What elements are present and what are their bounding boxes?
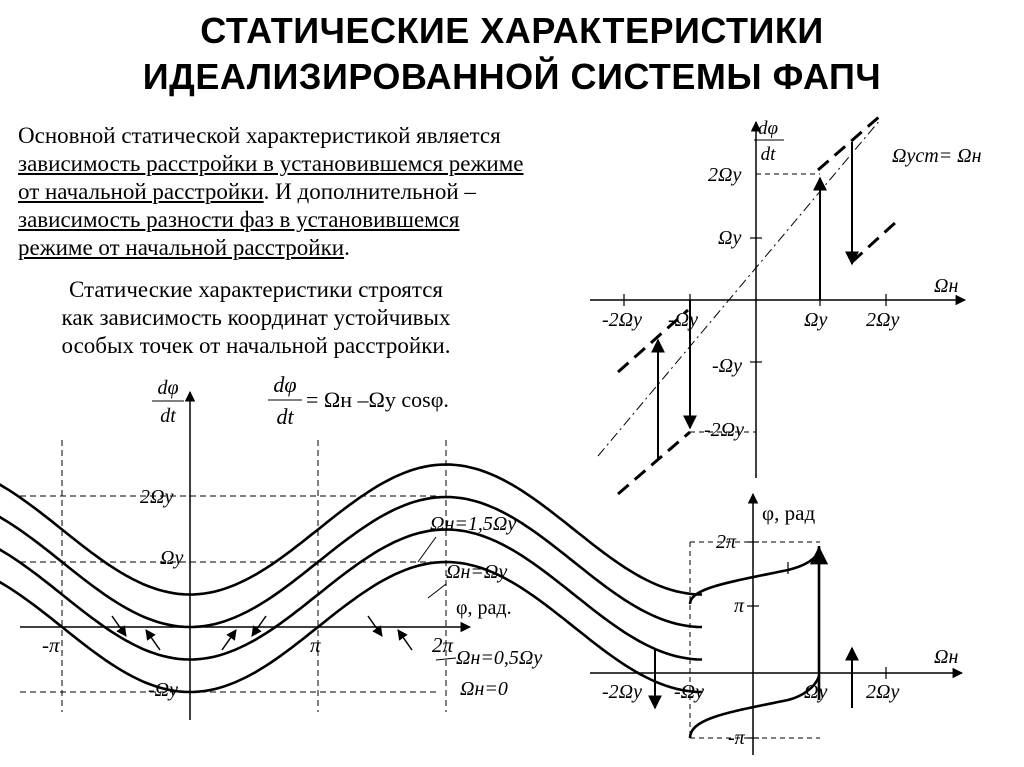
pd-curve-lower — [690, 676, 819, 738]
pd-ytick-pi: π — [734, 595, 745, 617]
intro-line-1: Основной статической характеристикой является — [18, 123, 501, 148]
pd-ticks — [747, 542, 886, 738]
phase-xtick-pi: π — [310, 633, 321, 657]
dir-arrow-6 — [398, 630, 412, 650]
eq-num: dφ — [273, 372, 297, 397]
leader-curve-1-5 — [418, 537, 436, 562]
detuning-dashed-segments — [618, 116, 896, 494]
leader-curve-0-5 — [436, 658, 456, 660]
seg-lower-left — [618, 432, 690, 494]
phase-plot-guides — [20, 440, 446, 712]
pd-guides — [690, 542, 820, 738]
dir-arrow-3 — [222, 630, 236, 650]
eq-den: dt — [276, 404, 294, 429]
detuning-x-label: Ωн — [934, 275, 959, 297]
eq-rhs: = Ωн –Ωу cosφ. — [306, 387, 449, 412]
pd-curve-upper — [690, 546, 819, 604]
pd-ytick-mpi: -π — [728, 727, 745, 749]
det-ytick-m2w: -2Ωу — [704, 419, 744, 441]
leader-curve-1-0 — [428, 584, 446, 598]
label-curve-1-0: Ωн=Ωу — [446, 561, 508, 583]
phase-detuning-plot — [590, 494, 962, 755]
dir-arrow-4 — [252, 616, 266, 636]
phase-ytick-1w: Ωу — [160, 547, 184, 569]
title-line-2: ИДЕАЛИЗИРОВАННОЙ СИСТЕМЫ ФАПЧ — [142, 56, 882, 97]
detuning-guides — [690, 174, 820, 432]
detuning-y-num: dφ — [757, 118, 779, 139]
intro-line-3-rest: . И дополнительной – — [263, 179, 476, 204]
intro-line-3-underlined: от начальной расстройки — [18, 179, 264, 204]
label-curve-0-5: Ωн=0,5Ωу — [456, 647, 543, 669]
det-xtick-1w: Ωу — [804, 309, 828, 331]
phase-xtick-2pi: 2π — [432, 633, 454, 657]
detuning-y-den: dt — [760, 144, 776, 165]
phase-y-den: dt — [160, 405, 176, 427]
intro-line-4: зависимость разности фаз в установившемся — [18, 207, 460, 232]
intro-line-5-underlined: режиме от начальной расстройки — [18, 235, 345, 260]
pd-y-label: φ, рад — [762, 501, 816, 525]
intro-line-2: зависимость расстройки в установившемся режиме — [18, 151, 524, 176]
pd-xtick-m2w: -2Ωу — [602, 681, 642, 703]
diag-label: Ωуст= Ωн — [892, 145, 982, 167]
dir-arrow-5 — [368, 616, 382, 636]
phase-ytick-2w: 2Ωу — [140, 486, 174, 508]
seg-upper — [818, 116, 880, 170]
det-xtick-m1w: -Ωу — [668, 309, 698, 331]
phase-xtick-mpi: -π — [42, 633, 60, 657]
pd-ytick-2pi: 2π — [716, 531, 737, 553]
title-line-1: СТАТИЧЕСКИЕ ХАРАКТЕРИСТИКИ — [200, 10, 824, 51]
det-ytick-2w: 2Ωу — [708, 164, 742, 186]
phase-plot — [0, 372, 702, 720]
pd-xtick-2w: 2Ωу — [866, 681, 900, 703]
note-line-1: Статические характеристики строятся — [69, 277, 443, 302]
label-curve-1-5: Ωн=1,5Ωу — [430, 513, 517, 535]
phase-curves — [0, 465, 702, 693]
det-xtick-m2w: -2Ωу — [602, 309, 642, 331]
pd-xtick-m1w: -Ωу — [674, 681, 704, 703]
det-xtick-2w: 2Ωу — [866, 309, 900, 331]
curve-1-5 — [0, 465, 702, 595]
seg-lower-right — [852, 222, 896, 262]
intro-line-5-end: . — [344, 235, 350, 260]
phase-ytick-m1w: -Ωу — [148, 679, 178, 701]
dir-arrow-2 — [146, 630, 160, 650]
phase-xlabel: φ, рад. — [456, 597, 512, 619]
note-line-3: особых точек от начальной расстройки. — [61, 333, 451, 358]
note-line-2: как зависимость координат устойчивых — [61, 305, 451, 330]
det-ytick-m1w: -Ωу — [712, 355, 742, 377]
pd-xtick-1w: Ωу — [804, 681, 828, 703]
phase-y-num: dφ — [157, 377, 179, 399]
detuning-plot — [590, 116, 982, 494]
label-curve-0: Ωн=0 — [460, 678, 508, 700]
det-ytick-1w: Ωу — [718, 227, 742, 249]
pd-x-label: Ωн — [934, 646, 959, 668]
